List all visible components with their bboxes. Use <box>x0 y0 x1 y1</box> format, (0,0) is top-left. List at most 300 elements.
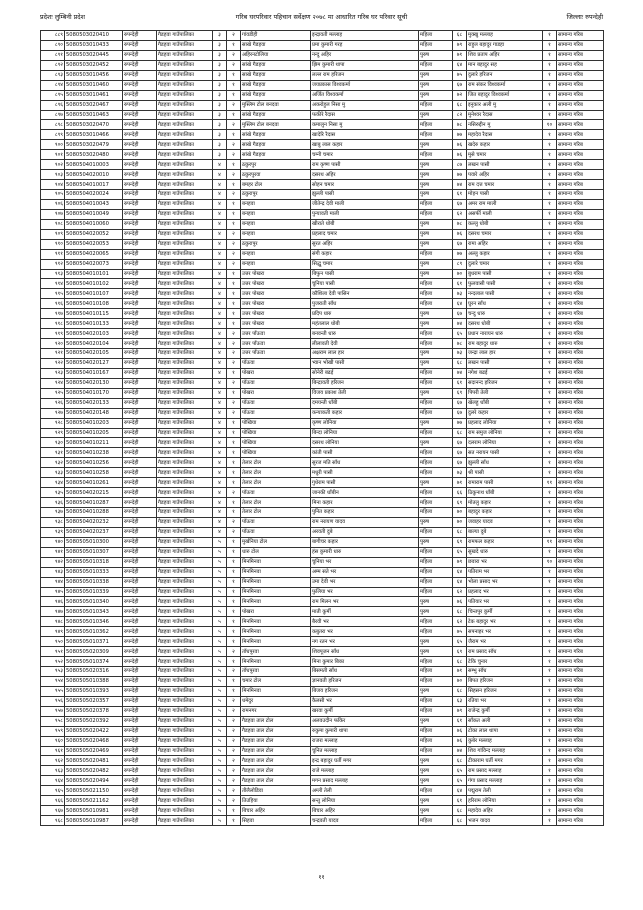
cell-relative-name: दलराम लोनिया <box>467 438 543 448</box>
cell-sub-ward: १ <box>227 547 241 557</box>
cell-municipality: गैडहवा गाउँपालिका <box>157 607 213 617</box>
cell-age: ६८ <box>453 756 467 766</box>
table-row <box>41 448 604 458</box>
cell-gender: महिला <box>419 120 453 130</box>
cell-tole: पोखिया <box>241 438 311 448</box>
cell-poverty-category: सामान्य गरिब <box>557 80 604 90</box>
cell-tole: मिनमिनवा <box>241 597 311 607</box>
cell-municipality: गैडहवा गाउँपालिका <box>157 706 213 716</box>
cell-age: ६९ <box>453 388 467 398</box>
cell-poverty-category: सामान्य गरिब <box>557 349 604 359</box>
cell-relative-name: कल्लु धोबी <box>467 219 543 229</box>
cell-ward: ४ <box>213 498 227 508</box>
cell-household-id: 5080503010463 <box>65 110 123 120</box>
cell-poverty-category: सामान्य गरिब <box>557 70 604 80</box>
cell-sub-ward: २ <box>227 249 241 259</box>
cell-sub-ward: १ <box>227 557 241 567</box>
cell-ward: ३ <box>213 140 227 150</box>
cell-member-count: १ <box>543 736 557 746</box>
cell-serial-number: ९४२ <box>41 557 65 567</box>
cell-gender: महिला <box>419 368 453 378</box>
cell-relative-name: बिपत हरिजन <box>467 676 543 686</box>
table-row <box>41 627 604 637</box>
cell-member-count: १ <box>543 816 557 826</box>
cell-serial-number: ९१७ <box>41 309 65 319</box>
cell-poverty-category: सामान्य गरिब <box>557 736 604 746</box>
cell-tole: उत्तर पोखरा <box>241 299 311 309</box>
cell-relative-name: जित बहादुर विश्वकर्मा <box>467 90 543 100</box>
cell-household-id: 5080505020316 <box>65 667 123 677</box>
cell-age: ७८ <box>453 120 467 130</box>
cell-member-count: १ <box>543 110 557 120</box>
cell-poverty-category: सामान्य गरिब <box>557 567 604 577</box>
cell-member-count: १ <box>543 726 557 736</box>
cell-member-count: १ <box>543 468 557 478</box>
cell-gender: पुरुष <box>419 478 453 488</box>
cell-age: ६७ <box>453 408 467 418</box>
cell-poverty-category: सामान्य गरिब <box>557 408 604 418</box>
cell-member-count: १ <box>543 398 557 408</box>
cell-age: ६७ <box>453 239 467 249</box>
cell-age: ६५ <box>453 637 467 647</box>
cell-age: ६५ <box>453 547 467 557</box>
cell-poverty-category: सामान्य गरिब <box>557 398 604 408</box>
cell-district: रुपन्देही <box>123 686 157 696</box>
cell-member-count: १ <box>543 358 557 368</box>
cell-relative-name: जन्द्रा लाल हार <box>467 349 543 359</box>
cell-household-id: 5080503010466 <box>65 130 123 140</box>
cell-ward: ४ <box>213 428 227 438</box>
cell-serial-number: ९४४ <box>41 577 65 587</box>
cell-gender: पुरुष <box>419 607 453 617</box>
cell-household-head-name: दमयन्ती धाँबी <box>311 398 419 408</box>
cell-tole: ठकुरापुर <box>241 190 311 200</box>
cell-gender: पुरुष <box>419 219 453 229</box>
cell-gender: पुरुष <box>419 776 453 786</box>
cell-ward: ४ <box>213 398 227 408</box>
cell-household-id: 5080503020470 <box>65 120 123 130</box>
cell-tole: अहिरनटोलिया <box>241 50 311 60</box>
cell-tole: सांखे गैडहवा <box>241 110 311 120</box>
cell-poverty-category: सामान्य गरिब <box>557 50 604 60</box>
cell-ward: ५ <box>213 706 227 716</box>
cell-serial-number: ९५६ <box>41 696 65 706</box>
cell-gender: पुरुष <box>419 647 453 657</box>
cell-tole: रामनगर <box>241 706 311 716</box>
cell-household-id: 5080504010060 <box>65 219 123 229</box>
cell-municipality: गैडहवा गाउँपालिका <box>157 617 213 627</box>
cell-municipality: गैडहवा गाउँपालिका <box>157 517 213 527</box>
cell-tole: बमहर टोल <box>241 180 311 190</box>
cell-sub-ward: २ <box>227 120 241 130</box>
cell-household-head-name: रुकुमा कुमारी थापा <box>311 726 419 736</box>
table-row <box>41 388 604 398</box>
cell-serial-number: ९५२ <box>41 657 65 667</box>
cell-serial-number: ९६३ <box>41 766 65 776</box>
table-row <box>41 50 604 60</box>
cell-gender: महिला <box>419 567 453 577</box>
cell-serial-number: ९३२ <box>41 458 65 468</box>
cell-member-count: १ <box>543 229 557 239</box>
cell-tole: गैडहवा ताल टोल <box>241 756 311 766</box>
cell-serial-number: ९०४ <box>41 180 65 190</box>
cell-household-head-name: संगी कहार <box>311 249 419 259</box>
cell-district: रुपन्देही <box>123 378 157 388</box>
cell-municipality: गैडहवा गाउँपालिका <box>157 736 213 746</box>
cell-household-head-name: सिद्धु चमार <box>311 259 419 269</box>
cell-member-count: १ <box>543 199 557 209</box>
cell-tole: साखे गैडहवा <box>241 40 311 50</box>
cell-age: ६४ <box>453 60 467 70</box>
cell-municipality: गैडहवा गाउँपालिका <box>157 259 213 269</box>
cell-tole: पोखरा <box>241 388 311 398</box>
table-row <box>41 339 604 349</box>
cell-gender: पुरुष <box>419 110 453 120</box>
cell-household-head-name: हंस कुमारी धारु <box>311 547 419 557</box>
table-row <box>41 686 604 696</box>
cell-tole: पोखरा <box>241 607 311 617</box>
cell-relative-name: राम समुज लोनिया <box>467 428 543 438</box>
cell-tole: मिनमिनवा <box>241 577 311 587</box>
table-row <box>41 110 604 120</box>
cell-serial-number: ९१९ <box>41 329 65 339</box>
cell-district: रुपन्देही <box>123 786 157 796</box>
cell-district: रुपन्देही <box>123 219 157 229</box>
cell-municipality: गैडहवा गाउँपालिका <box>157 806 213 816</box>
cell-poverty-category: सामान्य गरिब <box>557 627 604 637</box>
cell-tole: मिनमिनवा <box>241 627 311 637</box>
cell-district: रुपन्देही <box>123 458 157 468</box>
cell-household-id: 5080505020469 <box>65 746 123 756</box>
cell-ward: ३ <box>213 120 227 130</box>
cell-serial-number: ८९२ <box>41 60 65 70</box>
cell-household-head-name: अर्जित विश्वकर्मा <box>311 90 419 100</box>
cell-ward: ५ <box>213 786 227 796</box>
cell-tole: बनहवा <box>241 259 311 269</box>
cell-relative-name: रामा अहिर <box>467 239 543 249</box>
cell-tole: मिनमिनवा <box>241 617 311 627</box>
cell-gender: महिला <box>419 378 453 388</box>
cell-tole: साखे गैडहवा <box>241 140 311 150</box>
cell-sub-ward: १ <box>227 587 241 597</box>
cell-municipality: गैडहवा गाउँपालिका <box>157 686 213 696</box>
cell-ward: ३ <box>213 100 227 110</box>
cell-relative-name: प्रहलाद लोनिया <box>467 418 543 428</box>
cell-serial-number: ९६१ <box>41 746 65 756</box>
cell-household-head-name: बैरवी भर <box>311 617 419 627</box>
cell-age: ६८ <box>453 358 467 368</box>
cell-age: ६१ <box>453 279 467 289</box>
cell-age: ७१ <box>453 478 467 488</box>
cell-age: ६४ <box>453 577 467 587</box>
cell-poverty-category: सामान्य गरिब <box>557 150 604 160</box>
cell-member-count: १ <box>543 140 557 150</box>
cell-tole: बनहवा <box>241 199 311 209</box>
cell-gender: पुरुष <box>419 180 453 190</box>
cell-household-head-name: कृष्ण लोनिया <box>311 418 419 428</box>
cell-serial-number: ८९० <box>41 40 65 50</box>
cell-poverty-category: सामान्य गरिब <box>557 508 604 518</box>
cell-ward: ५ <box>213 686 227 696</box>
table-row <box>41 199 604 209</box>
cell-district: रुपन्देही <box>123 120 157 130</box>
cell-gender: पुरुष <box>419 438 453 448</box>
cell-ward: ४ <box>213 418 227 428</box>
cell-serial-number: ९४६ <box>41 597 65 607</box>
cell-member-count: १ <box>543 756 557 766</box>
cell-member-count: १ <box>543 60 557 70</box>
table-row <box>41 567 604 577</box>
cell-poverty-category: सामान्य गरिब <box>557 696 604 706</box>
cell-age: ७१ <box>453 50 467 60</box>
cell-member-count: १ <box>543 269 557 279</box>
table-row <box>41 508 604 518</box>
cell-household-id: 5080505010987 <box>65 816 123 826</box>
cell-tole: ठकुरपुरवा <box>241 170 311 180</box>
cell-household-head-name: विजय प्रकाश तेली <box>311 388 419 398</box>
cell-member-count: १ <box>543 676 557 686</box>
table-row <box>41 378 604 388</box>
cell-household-head-name: फकीरे रैदास <box>311 110 419 120</box>
cell-municipality: गैडहवा गाउँपालिका <box>157 279 213 289</box>
cell-serial-number: ९५४ <box>41 676 65 686</box>
cell-municipality: गैडहवा गाउँपालिका <box>157 567 213 577</box>
cell-serial-number: ९४० <box>41 537 65 547</box>
cell-age: ६८ <box>453 100 467 110</box>
cell-tole: गैडहवा ताल टोल <box>241 736 311 746</box>
cell-household-id: 5080504010108 <box>65 299 123 309</box>
cell-sub-ward: १ <box>227 40 241 50</box>
cell-household-head-name: खरवा कुर्मी <box>311 706 419 716</box>
cell-gender: पुरुष <box>419 50 453 60</box>
cell-household-head-name: ज्ञानवती हरिजन <box>311 676 419 686</box>
cell-serial-number: ९५० <box>41 637 65 647</box>
cell-age: ७७ <box>453 170 467 180</box>
cell-member-count: १ <box>543 279 557 289</box>
cell-relative-name: लखन पासी <box>467 358 543 368</box>
cell-gender: महिला <box>419 249 453 259</box>
page-header <box>40 12 603 26</box>
cell-household-head-name: मिना कहार <box>311 498 419 508</box>
cell-ward: ५ <box>213 766 227 776</box>
cell-tole: तेलार टोल <box>241 478 311 488</box>
cell-ward: ५ <box>213 637 227 647</box>
cell-household-head-name: कमालुन निसा मु <box>311 120 419 130</box>
cell-ward: ४ <box>213 388 227 398</box>
cell-gender: महिला <box>419 676 453 686</box>
cell-household-head-name: कौशिला देवी पासिन <box>311 289 419 299</box>
cell-district: रुपन्देही <box>123 50 157 60</box>
cell-sub-ward: २ <box>227 517 241 527</box>
cell-member-count: १ <box>543 527 557 537</box>
cell-gender: पुरुष <box>419 229 453 239</box>
cell-sub-ward: १ <box>227 498 241 508</box>
cell-serial-number: ९०८ <box>41 219 65 229</box>
cell-household-id: 5080505021150 <box>65 786 123 796</box>
cell-sub-ward: १ <box>227 657 241 667</box>
cell-district: रुपन्देही <box>123 716 157 726</box>
cell-household-id: 5080503020445 <box>65 50 123 60</box>
cell-sub-ward: २ <box>227 239 241 249</box>
cell-member-count: १ <box>543 498 557 508</box>
cell-poverty-category: सामान्य गरिब <box>557 358 604 368</box>
cell-tole: गैडहवा ताल टोल <box>241 746 311 756</box>
cell-poverty-category: सामान्य गरिब <box>557 140 604 150</box>
cell-age: ७५ <box>453 627 467 637</box>
cell-sub-ward: २ <box>227 329 241 339</box>
cell-relative-name: टेकि चुनार <box>467 657 543 667</box>
cell-tole: उत्तर पोखरा <box>241 269 311 279</box>
cell-household-id: 5080503020480 <box>65 150 123 160</box>
cell-serial-number: ८९३ <box>41 70 65 80</box>
cell-municipality: गैडहवा गाउँपालिका <box>157 289 213 299</box>
cell-sub-ward: १ <box>227 438 241 448</box>
cell-poverty-category: सामान्य गरिब <box>557 448 604 458</box>
cell-district: रुपन्देही <box>123 776 157 786</box>
cell-poverty-category: सामान्य गरिब <box>557 279 604 289</box>
cell-tole: पाँऊवा <box>241 517 311 527</box>
cell-serial-number: ९५७ <box>41 706 65 716</box>
cell-age: ६७ <box>453 438 467 448</box>
cell-district: रुपन्देही <box>123 537 157 547</box>
cell-tole: धारु टोल <box>241 547 311 557</box>
cell-household-head-name: प्रमा कुमारी गरह <box>311 40 419 50</box>
cell-gender: महिला <box>419 527 453 537</box>
cell-household-head-name: मगन प्रसाद मल्लाह <box>311 776 419 786</box>
cell-relative-name: सपनाहर भर <box>467 627 543 637</box>
cell-tole: बनहवा <box>241 209 311 219</box>
cell-municipality: गैडहवा गाउँपालिका <box>157 547 213 557</box>
cell-gender: महिला <box>419 329 453 339</box>
cell-member-count: १ <box>543 130 557 140</box>
cell-municipality: गैडहवा गाउँपालिका <box>157 716 213 726</box>
cell-household-id: 5080503010461 <box>65 90 123 100</box>
table-row <box>41 80 604 90</box>
cell-municipality: गैडहवा गाउँपालिका <box>157 657 213 667</box>
cell-household-head-name: अलवउदीन फकिर <box>311 716 419 726</box>
cell-gender: पुरुष <box>419 140 453 150</box>
cell-gender: महिला <box>419 816 453 826</box>
cell-serial-number: ९५३ <box>41 667 65 677</box>
cell-relative-name: छवारा भर <box>467 557 543 567</box>
cell-district: रुपन्देही <box>123 209 157 219</box>
cell-sub-ward: १ <box>227 199 241 209</box>
cell-district: रुपन्देही <box>123 756 157 766</box>
cell-relative-name: दसरथ धोबी <box>467 319 543 329</box>
cell-age: ७६ <box>453 150 467 160</box>
table-row <box>41 746 604 756</box>
cell-ward: ५ <box>213 567 227 577</box>
cell-relative-name: जवाहर यादव <box>467 517 543 527</box>
cell-household-id: 5080503020410 <box>65 31 123 41</box>
cell-gender: महिला <box>419 31 453 41</box>
cell-district: रुपन्देही <box>123 647 157 657</box>
cell-household-id: 5080505010346 <box>65 617 123 627</box>
cell-municipality: गैडहवा गाउँपालिका <box>157 110 213 120</box>
table-row <box>41 140 604 150</box>
cell-household-head-name: बिसमती साँध <box>311 667 419 677</box>
cell-municipality: गैडहवा गाउँपालिका <box>157 537 213 547</box>
cell-household-id: 5080503010433 <box>65 40 123 50</box>
cell-district: रुपन्देही <box>123 567 157 577</box>
cell-district: रुपन्देही <box>123 40 157 50</box>
cell-relative-name: टीकाराम घर्ती मगर <box>467 756 543 766</box>
cell-ward: ५ <box>213 547 227 557</box>
cell-municipality: गैडहवा गाउँपालिका <box>157 468 213 478</box>
cell-ward: ४ <box>213 249 227 259</box>
cell-tole: चमार टोल <box>241 676 311 686</box>
table-row <box>41 239 604 249</box>
cell-sub-ward: २ <box>227 60 241 70</box>
cell-poverty-category: सामान्य गरिब <box>557 796 604 806</box>
cell-ward: ५ <box>213 627 227 637</box>
cell-household-id: 5080503010460 <box>65 80 123 90</box>
cell-serial-number: ९०० <box>41 140 65 150</box>
cell-gender: महिला <box>419 577 453 587</box>
cell-poverty-category: सामान्य गरिब <box>557 706 604 716</box>
cell-member-count: १ <box>543 150 557 160</box>
cell-serial-number: ९०३ <box>41 170 65 180</box>
cell-gender: महिला <box>419 398 453 408</box>
cell-gender: महिला <box>419 547 453 557</box>
cell-household-id: 5080504010256 <box>65 458 123 468</box>
cell-serial-number: ९६० <box>41 736 65 746</box>
cell-member-count: १ <box>543 170 557 180</box>
cell-member-count: १ <box>543 90 557 100</box>
cell-ward: ४ <box>213 319 227 329</box>
cell-ward: ४ <box>213 170 227 180</box>
cell-sub-ward: १ <box>227 209 241 219</box>
cell-relative-name: प्रहलाद भर <box>467 587 543 597</box>
cell-municipality: गैडहवा गाउँपालिका <box>157 309 213 319</box>
cell-tole: पाँऊवा <box>241 358 311 368</box>
table-row <box>41 428 604 438</box>
cell-member-count: १ <box>543 716 557 726</box>
cell-district: रुपन्देही <box>123 796 157 806</box>
cell-household-head-name: राम मिलन भर <box>311 597 419 607</box>
cell-member-count: १ <box>543 508 557 518</box>
cell-age: ८९ <box>453 259 467 269</box>
cell-municipality: गैडहवा गाउँपालिका <box>157 70 213 80</box>
cell-age: ६८ <box>453 657 467 667</box>
cell-household-head-name: जयप्रकास विश्वकर्मा <box>311 80 419 90</box>
cell-district: रुपन्देही <box>123 398 157 408</box>
cell-sub-ward: १ <box>227 309 241 319</box>
cell-poverty-category: सामान्य गरिब <box>557 776 604 786</box>
cell-member-count: १ <box>543 567 557 577</box>
cell-relative-name: मोहन पासी <box>467 190 543 200</box>
cell-serial-number: ९१० <box>41 239 65 249</box>
cell-gender: महिला <box>419 339 453 349</box>
cell-ward: ५ <box>213 577 227 587</box>
cell-tole: ताँधपुरवा <box>241 667 311 677</box>
cell-sub-ward: २ <box>227 488 241 498</box>
cell-age: ६२ <box>453 617 467 627</box>
district-label: जिल्लाः रुपन्देही <box>566 13 603 21</box>
table-row <box>41 607 604 617</box>
cell-household-id: 5080504020215 <box>65 488 123 498</box>
cell-member-count: १ <box>543 607 557 617</box>
cell-municipality: गैडहवा गाउँपालिका <box>157 597 213 607</box>
cell-tole: पाँऊवा <box>241 398 311 408</box>
table-row <box>41 696 604 706</box>
cell-district: रुपन्देही <box>123 706 157 716</box>
table-row <box>41 190 604 200</box>
cell-relative-name: दुलारे हरिजन <box>467 70 543 80</box>
cell-sub-ward: २ <box>227 50 241 60</box>
cell-municipality: गैडहवा गाउँपालिका <box>157 418 213 428</box>
cell-gender: पुरुष <box>419 309 453 319</box>
